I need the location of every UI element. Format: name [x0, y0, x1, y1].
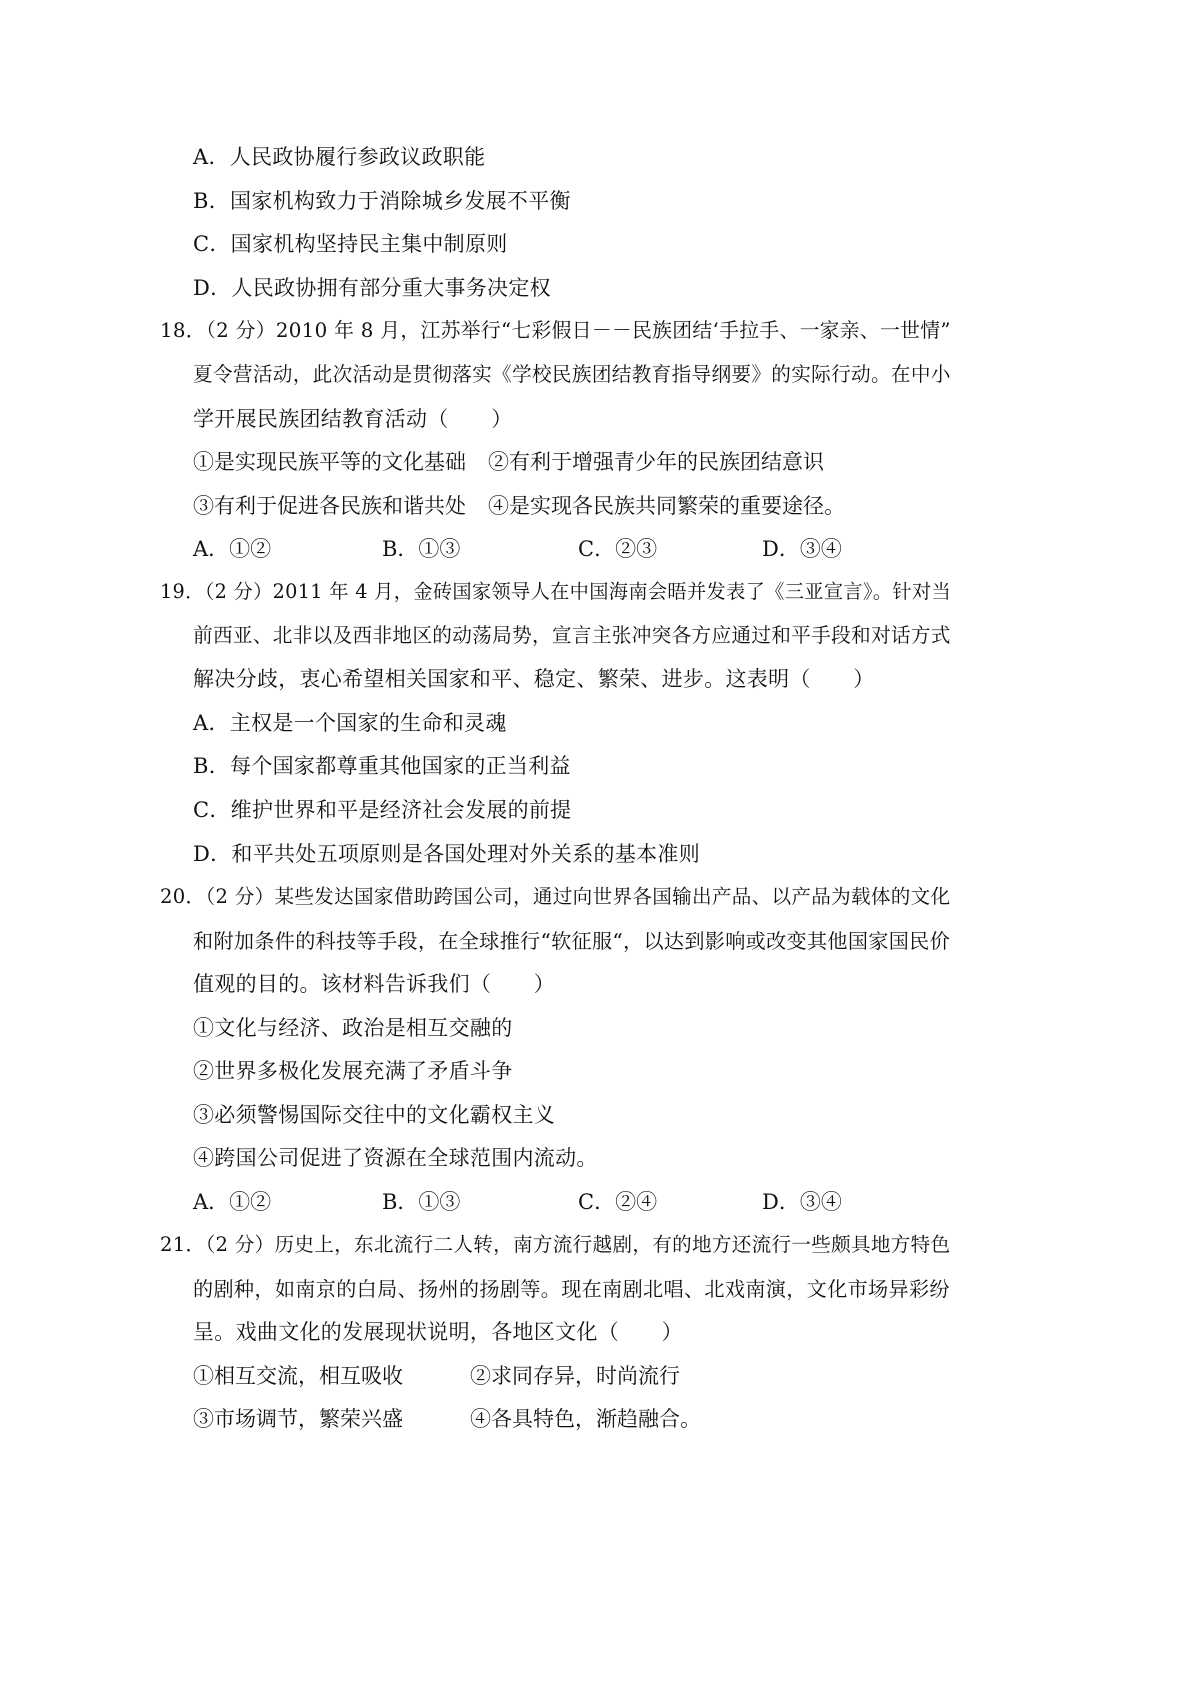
q18-item-1: ①是实现民族平等的文化基础	[193, 450, 466, 474]
q17-option-b: B．国家机构致力于消除城乡发展不平衡	[193, 189, 571, 213]
q21-stem-line-1: 21．（2 分）历史上，东北流行二人转，南方流行越剧，有的地方还流行一些颇具地方特色	[160, 1233, 951, 1256]
q17-option-c: C．国家机构坚持民主集中制原则	[193, 232, 508, 256]
q20-stem-line-1: 20．（2 分）某些发达国家借助跨国公司，通过向世界各国输出产品、以产品为载体的文化	[160, 885, 951, 908]
q20-stem-line-2: 和附加条件的科技等手段，在全球推行“软征服“，以达到影响或改变其他国家国民价	[193, 929, 951, 953]
q21-stem-line-3: 呈。戏曲文化的发展现状说明，各地区文化（ ）	[193, 1320, 683, 1344]
q17-option-d: D．人民政协拥有部分重大事务决定权	[193, 276, 551, 300]
q19-option-c: C．维护世界和平是经济社会发展的前提	[193, 798, 572, 822]
q18-item-2: ②有利于增强青少年的民族团结意识	[488, 450, 824, 474]
q21-item-2: ②求同存异，时尚流行	[470, 1364, 680, 1388]
q17-option-a: A．人民政协履行参政议政职能	[193, 145, 486, 169]
q18-item-3: ③有利于促进各民族和谐共处	[193, 494, 466, 518]
q20-item-2: ②世界多极化发展充满了矛盾斗争	[193, 1059, 513, 1083]
q18-item-4: ④是实现各民族共同繁荣的重要途径。	[488, 494, 845, 518]
q18-choice-c: C．②③	[578, 537, 658, 561]
q19-option-d: D．和平共处五项原则是各国处理对外关系的基本准则	[193, 842, 701, 866]
q21-item-4: ④各具特色，渐趋融合。	[470, 1407, 701, 1431]
q18-stem-line-1: 18．（2 分）2010 年 8 月，江苏举行“七彩假日－－民族团结‘手拉手、一家亲、一世情”	[160, 319, 951, 342]
q21-item-1: ①相互交流，相互吸收	[193, 1364, 403, 1388]
q18-stem-line-2: 夏令营活动，此次活动是贯彻落实《学校民族团结教育指导纲要》的实际行动。在中小	[193, 363, 951, 386]
q21-stem-line-2: 的剧种，如南京的白局、扬州的扬剧等。现在南剧北唱、北戏南演，文化市场异彩纷	[193, 1277, 950, 1301]
q19-stem-line-1: 19．（2 分）2011 年 4 月，金砖国家领导人在中国海南会晤并发表了《三亚宣言》。针对当	[160, 580, 952, 603]
q20-choice-c: C．②④	[578, 1190, 658, 1214]
q18-stem-line-3: 学开展民族团结教育活动（ ）	[193, 407, 513, 431]
q20-choice-a: A．①②	[193, 1190, 272, 1214]
q20-stem-line-3: 值观的目的。该材料告诉我们（ ）	[193, 972, 556, 996]
q20-choice-b: B．①③	[382, 1190, 461, 1214]
q19-option-a: A．主权是一个国家的生命和灵魂	[193, 711, 507, 735]
q21-item-3: ③市场调节，繁荣兴盛	[193, 1407, 403, 1431]
q19-stem-line-2: 前西亚、北非以及西非地区的动荡局势，宣言主张冲突各方应通过和平手段和对话方式	[193, 624, 951, 647]
q20-item-4: ④跨国公司促进了资源在全球范围内流动。	[193, 1146, 598, 1170]
q20-choice-d: D．③④	[762, 1190, 842, 1214]
q19-option-b: B．每个国家都尊重其他国家的正当利益	[193, 754, 571, 778]
q18-choice-a: A．①②	[193, 537, 272, 561]
q18-choice-b: B．①③	[382, 537, 461, 561]
q20-item-3: ③必须警惕国际交往中的文化霸权主义	[193, 1103, 556, 1127]
q19-stem-line-3: 解决分歧，衷心希望相关国家和平、稳定、繁荣、进步。这表明（ ）	[193, 667, 875, 691]
q20-item-1: ①文化与经济、政治是相互交融的	[193, 1016, 513, 1040]
q18-choice-d: D．③④	[762, 537, 842, 561]
